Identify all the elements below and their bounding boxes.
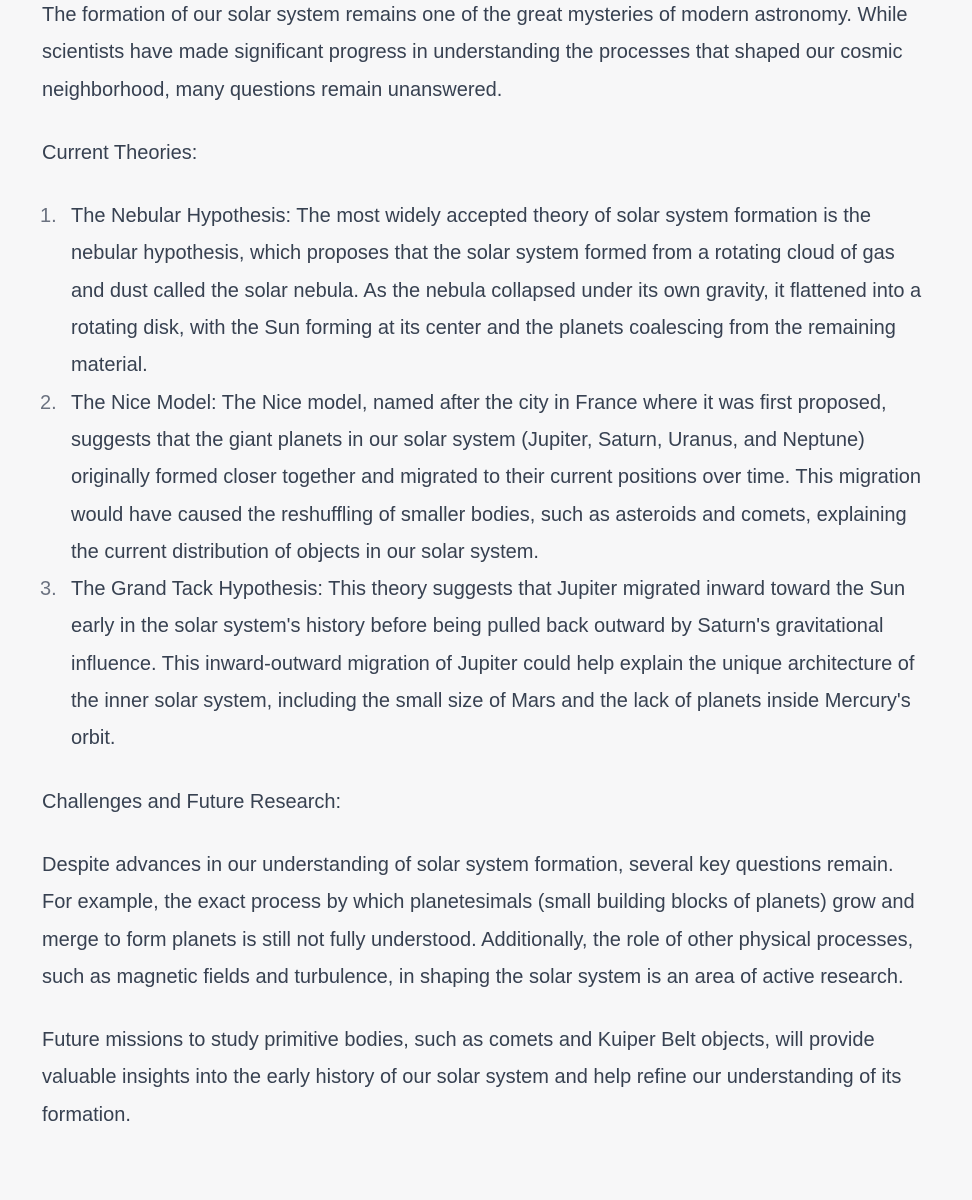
list-item <box>42 385 922 571</box>
challenges-paragraph: Despite advances in our understanding of solar system formation, several key questions remain. For example, the exact process by which planetesimals (small building blocks of planets) grow and merge to form planets is still not fully understood. Additionally, the role of other physical processes, such as magnetic fields and turbulence, in shaping the solar system is an area of active research. <box>42 853 915 988</box>
future-paragraph: Future missions to study primitive bodies, such as comets and Kuiper Belt objects, will provide valuable insights into the early history of our solar system and help refine our understanding of its formation. <box>42 1029 902 1126</box>
list-item <box>42 198 922 384</box>
list-item-number: 1. <box>40 205 57 228</box>
theories-list <box>42 198 922 757</box>
list-item-text: The Grand Tack Hypothesis: This theory suggests that Jupiter migrated inward toward the Sun early in the solar system's history before being pulled back outward by Saturn's gravitational influence. This inward-outward migration of Jupiter could help explain the unique architecture of the inner solar system, including the small size of Mars and the lack of planets inside Mercury's orbit. <box>71 578 915 750</box>
list-item-text: The Nice Model: The Nice model, named after the city in France where it was first proposed, suggests that the giant planets in our solar system (Jupiter, Saturn, Uranus, and Neptune) originally formed closer together and migrated to their current positions over time. This migration would have caused the reshuffling of smaller bodies, such as asteroids and comets, explaining the current distribution of objects in our solar system. <box>71 391 922 563</box>
list-item-text: The Nebular Hypothesis: The most widely accepted theory of solar system formation is the nebular hypothesis, which proposes that the solar system formed from a rotating cloud of gas and dust called the solar nebula. As the nebula collapsed under its own gravity, it flattened into a rotating disk, with the Sun forming at its center and the planets coalescing from the remaining material. <box>71 205 922 377</box>
list-item <box>42 571 922 757</box>
challenges-heading: Challenges and Future Research: <box>42 790 342 813</box>
theories-heading: Current Theories: <box>42 141 198 164</box>
intro-paragraph: The formation of our solar system remains one of the great mysteries of modern astronomy. While scientists have made significant progress in understanding the processes that shaped our cosmic neighborhood, many questions remain unanswered. <box>42 4 908 101</box>
response-body <box>42 0 922 1160</box>
list-item-number: 3. <box>40 578 57 601</box>
list-item-number: 2. <box>40 391 57 414</box>
